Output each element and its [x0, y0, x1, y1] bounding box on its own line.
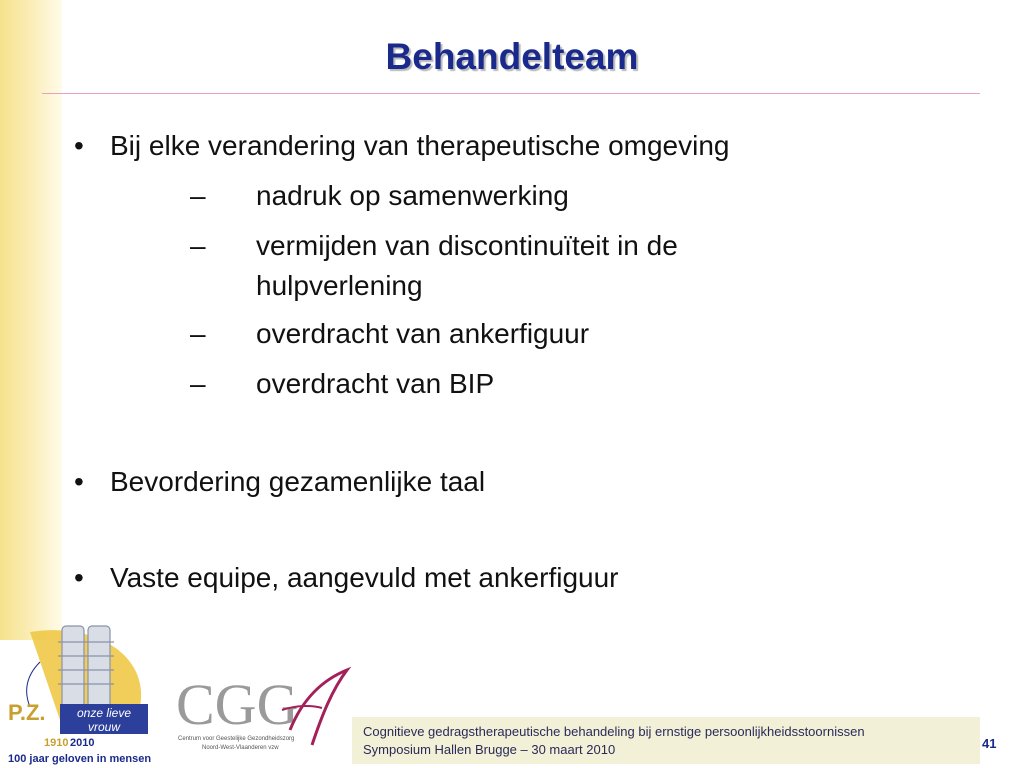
sub-bullet-marker: –: [190, 318, 206, 349]
title-divider: [42, 93, 980, 94]
bullet-item: Bevordering gezamenlijke taal: [110, 466, 486, 497]
bullet-item: Bij elke verandering van therapeutische omgeving: [110, 130, 730, 161]
sub-bullet-item: vermijden van discontinuïteit in de hulpverlening: [256, 230, 678, 301]
bullet-marker: •: [74, 562, 84, 593]
bullet-marker: •: [74, 130, 84, 161]
pz-name-line2: vrouw: [87, 720, 121, 734]
cgg-letters: CGG: [176, 672, 299, 737]
sub-bullet-item: nadruk op samenwerking: [256, 180, 569, 211]
cgg-caption-line2: Noord-West-Vlaanderen vzw: [202, 745, 279, 751]
sub-bullet-marker: –: [190, 230, 206, 261]
page-number: 41: [982, 736, 997, 751]
bullet-item: Vaste equipe, aangevuld met ankerfiguur: [110, 562, 619, 593]
pz-years-start: 1910: [44, 737, 69, 749]
pz-years-end: 2010: [70, 737, 95, 749]
slide-title: Behandelteam: [385, 36, 639, 77]
decorative-left-band: [0, 0, 62, 640]
pz-tagline: 100 jaar geloven in mensen: [8, 753, 152, 765]
pz-onze-lieve-vrouw-logo: [0, 612, 175, 768]
sub-bullet-marker: –: [190, 368, 206, 399]
footer-event: Symposium Hallen Brugge – 30 maart 2010: [363, 742, 616, 757]
sub-bullet-marker: –: [190, 180, 206, 211]
cgg-logo: [172, 660, 352, 760]
pz-name-line1: onze lieve: [76, 706, 132, 720]
cgg-caption-line1: Centrum voor Geestelijke Gezondheidszorg: [178, 736, 295, 742]
sub-bullet-item: overdracht van ankerfiguur: [256, 318, 590, 349]
bullet-marker: •: [74, 466, 84, 497]
footer-title: Cognitieve gedragstherapeutische behandeling bij ernstige persoonlijkheidsstoornissen: [363, 724, 865, 739]
pz-brand: P.Z.: [8, 700, 46, 725]
sub-bullet-item: overdracht van BIP: [256, 368, 495, 399]
